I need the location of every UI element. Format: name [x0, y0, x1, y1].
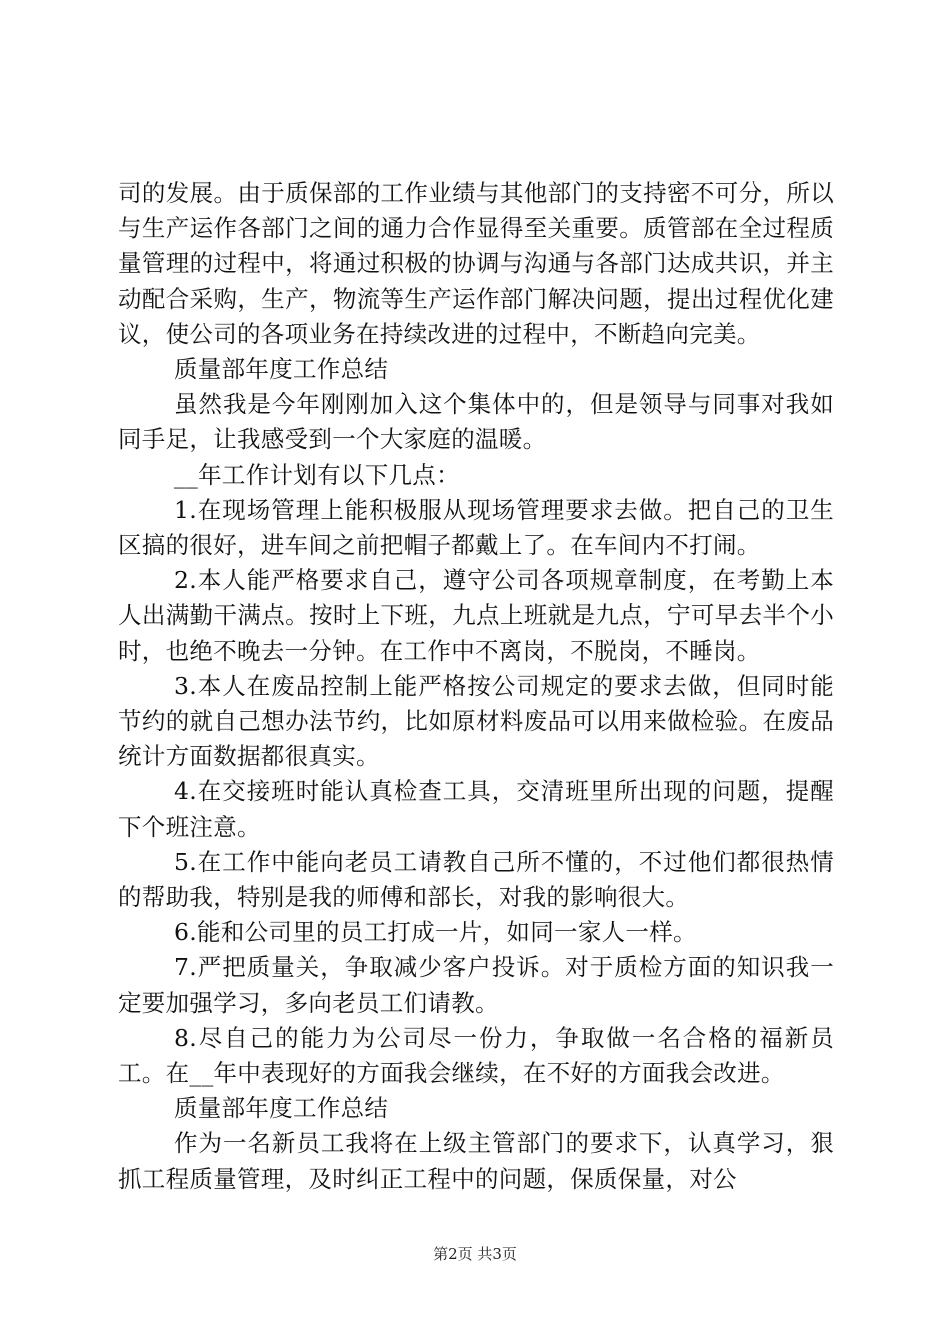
section-heading-2: 质量部年度工作总结 — [174, 1094, 389, 1123]
list-item-4: 4.在交接班时能认真检查工具，交清班里所出现的问题，提醒下个班注意。 — [118, 777, 834, 841]
document-body — [118, 176, 834, 1197]
page-footer: 第2页 共3页 — [433, 1245, 517, 1263]
list-item-5: 5.在工作中能向老员工请教自己所不懂的，不过他们都很热情的帮助我，特别是我的师傅和部长，对我的影响很大。 — [118, 847, 834, 912]
list-item-7: 7.严把质量关，争取减少客户投诉。对于质检方面的知识我一定要加强学习，多向老员工们请教。 — [118, 953, 834, 1017]
list-item-8: 8.尽自己的能力为公司尽一份力，争取做一名合格的福新员工。在__年中表现好的方面我会继续，在不好的方面我会改进。 — [118, 1023, 834, 1088]
list-item-3: 3.本人在废品控制上能严格按公司规定的要求去做，但同时能节约的就自己想办法节约，比如原材料废品可以用来做检验。在废品统计方面数据都很真实。 — [118, 671, 834, 771]
paragraph-intro: 虽然我是今年刚刚加入这个集体中的，但是领导与同事对我如同手足，让我感受到一个大家庭的温暖。 — [118, 390, 834, 454]
paragraph-closing: 作为一名新员工我将在上级主管部门的要求下，认真学习，狠抓工程质量管理，及时纠正工程中的问题，保质保量，对公 — [118, 1129, 834, 1193]
list-item-6: 6.能和公司里的员工打成一片，如同一家人一样。 — [174, 918, 697, 947]
section-heading: 质量部年度工作总结 — [174, 355, 389, 384]
paragraph-plan-lead: __年工作计划有以下几点： — [174, 460, 460, 489]
list-item-2: 2.本人能严格要求自己，遵守公司各项规章制度，在考勤上本人出满勤干满点。按时上下班，九点上班就是九点，宁可早去半个小时，也绝不晚去一分钟。在工作中不离岗，不脱岗，不睡岗。 — [118, 566, 834, 665]
paragraph-continuation: 司的发展。由于质保部的工作业绩与其他部门的支持密不可分，所以与生产运作各部门之间的通力合作显得至关重要。质管部在全过程质量管理的过程中，将通过积极的协调与沟通与各部门达成共识，并主动配合采购，生产，物流等生产运作部门解决问题，提出过程优化建议，使公司的各项业务在持续改进的过程中，不断趋向完美。 — [118, 179, 834, 348]
list-item-1: 1.在现场管理上能积极服从现场管理要求去做。把自己的卫生区搞的很好，进车间之前把帽子都戴上了。在车间内不打闹。 — [118, 495, 834, 560]
